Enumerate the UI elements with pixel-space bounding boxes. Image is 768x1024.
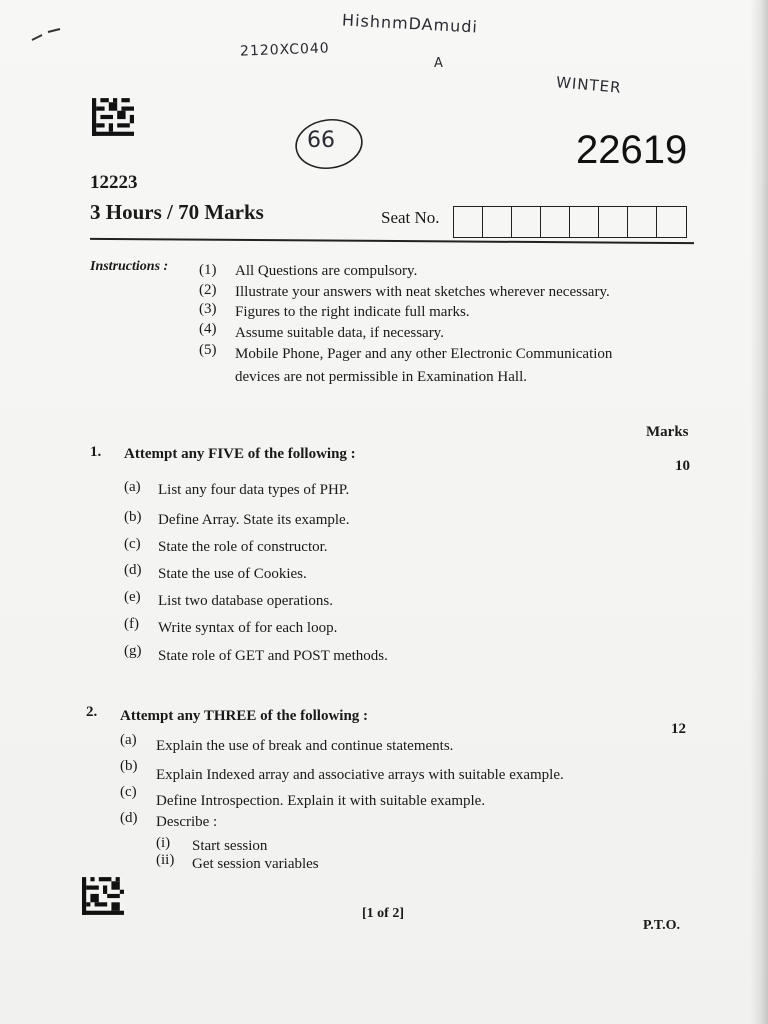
- seat-cell: [512, 207, 541, 237]
- sub-question-label: (d): [120, 810, 138, 826]
- handwritten-name: HishnmDAmudi: [341, 10, 479, 37]
- sub-sub-text: Start session: [192, 838, 268, 854]
- sub-question-text: State the role of constructor.: [158, 539, 328, 555]
- paper-code: 22619: [576, 128, 688, 172]
- sub-question-text: Define Introspection. Explain it with suitable example.: [156, 793, 486, 809]
- seat-cell: [628, 207, 657, 237]
- sub-question-label: (a): [124, 479, 141, 495]
- duration-marks: 3 Hours / 70 Marks: [90, 200, 264, 224]
- handwritten-score: 66: [307, 128, 335, 153]
- handwritten-roll-number: 2120XC040: [239, 40, 330, 60]
- sub-question-label: (c): [124, 536, 141, 552]
- page-edge-shadow: [750, 0, 768, 1024]
- question-number: 2.: [86, 704, 98, 720]
- question-heading: Attempt any FIVE of the following :: [124, 446, 356, 462]
- code-small: 12223: [90, 172, 138, 193]
- pen-mark-icon: [30, 26, 64, 44]
- sub-question-label: (a): [120, 732, 137, 748]
- sub-question-text: Explain the use of break and continue statements.: [156, 738, 454, 754]
- sub-question-label: (d): [124, 562, 142, 578]
- seat-cell: [483, 207, 512, 237]
- instruction-text: Assume suitable data, if necessary.: [235, 325, 444, 341]
- sub-question-text: Write syntax of for each loop.: [158, 620, 338, 636]
- instruction-number: (4): [199, 321, 217, 337]
- seat-cell: [541, 207, 570, 237]
- sub-question-label: (b): [120, 758, 138, 774]
- sub-question-label: (b): [124, 509, 142, 525]
- handwritten-season: WINTER: [555, 73, 623, 97]
- seat-label: Seat No.: [381, 208, 440, 227]
- instruction-number: (5): [199, 342, 217, 358]
- header-divider: [90, 238, 694, 244]
- sub-sub-label: (i): [156, 835, 171, 851]
- question-marks: 12: [671, 721, 686, 737]
- sub-question-text: State the use of Cookies.: [158, 566, 307, 582]
- seat-cell: [570, 207, 599, 237]
- sub-question-text: Describe :: [156, 814, 218, 830]
- sub-question-label: (c): [120, 784, 137, 800]
- instruction-number: (2): [199, 282, 217, 298]
- sub-question-text: State role of GET and POST methods.: [158, 648, 388, 664]
- instruction-text: Figures to the right indicate full marks.: [235, 304, 470, 320]
- pto-label: P.T.O.: [643, 918, 680, 933]
- page-number: [1 of 2]: [362, 906, 404, 921]
- sub-question-text: Define Array. State its example.: [158, 512, 350, 528]
- instruction-number: (3): [199, 301, 217, 317]
- instructions-label: Instructions :: [90, 259, 169, 274]
- instruction-text: All Questions are compulsory.: [235, 263, 418, 279]
- sub-question-text: List any four data types of PHP.: [158, 482, 350, 498]
- sub-question-label: (e): [124, 589, 141, 605]
- sub-question-label: (g): [124, 643, 142, 659]
- barcode-top-icon: [92, 98, 134, 136]
- seat-cell: [454, 207, 483, 237]
- question-marks: 10: [675, 458, 690, 474]
- question-heading: Attempt any THREE of the following :: [120, 708, 369, 724]
- instruction-text: Mobile Phone, Pager and any other Electronic Communication: [235, 346, 613, 362]
- seat-number-boxes: [453, 206, 687, 238]
- sub-question-label: (f): [124, 616, 139, 632]
- handwritten-letter: A: [434, 56, 443, 71]
- seat-cell: [599, 207, 628, 237]
- marks-header: Marks: [646, 424, 689, 440]
- sub-sub-text: Get session variables: [192, 856, 319, 872]
- seat-cell: [657, 207, 686, 237]
- sub-sub-label: (ii): [156, 852, 175, 868]
- question-number: 1.: [90, 444, 102, 460]
- instruction-number: (1): [199, 262, 217, 278]
- instruction-text: Illustrate your answers with neat sketches wherever necessary.: [235, 284, 610, 300]
- sub-question-text: List two database operations.: [158, 593, 333, 609]
- barcode-bottom-icon: [82, 876, 124, 916]
- instruction-text: devices are not permissible in Examination Hall.: [235, 369, 528, 385]
- sub-question-text: Explain Indexed array and associative arrays with suitable example.: [156, 767, 564, 783]
